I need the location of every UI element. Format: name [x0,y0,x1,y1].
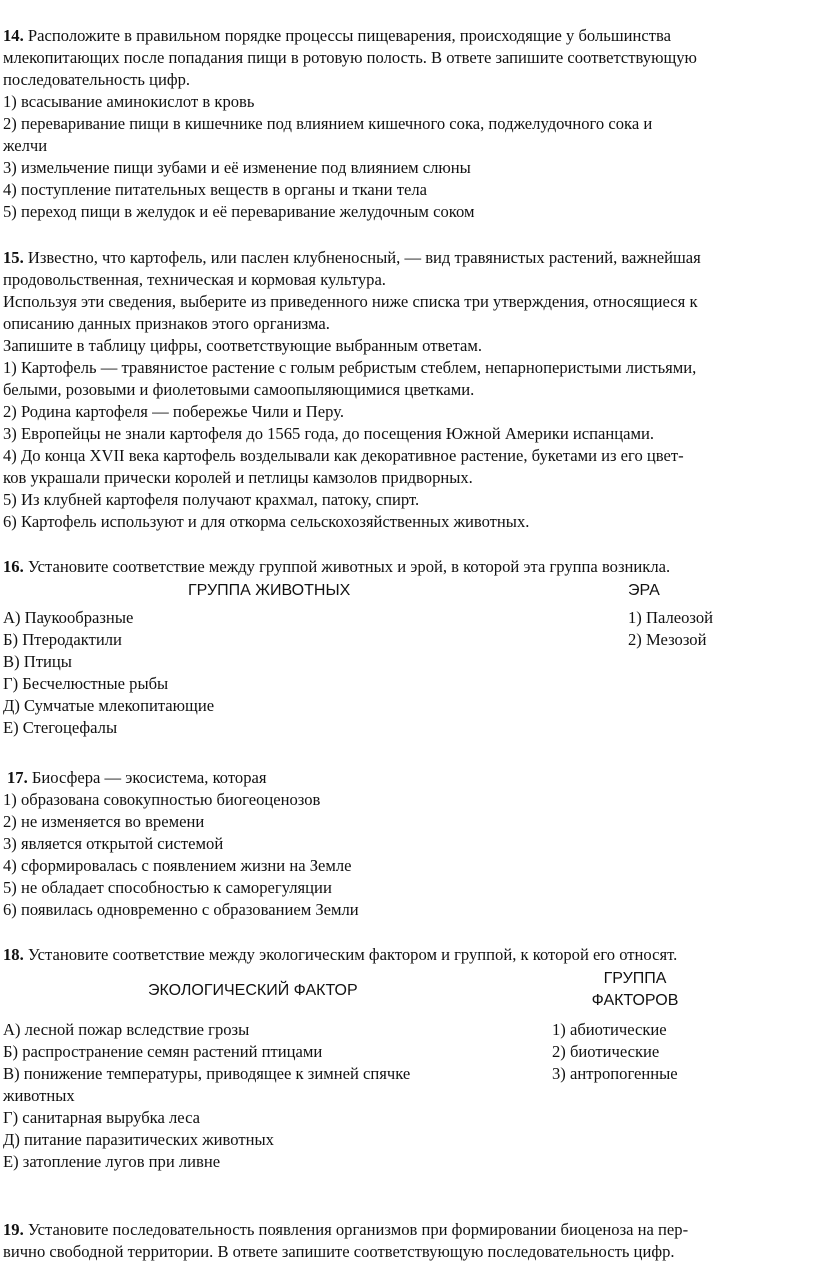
q15-number: 15. [3,248,24,267]
q17-option-2: 2) не изменяется во времени [3,812,205,831]
q18-right-item: 1) абиотические [552,1020,667,1039]
q14-option-2-cont: желчи [3,136,48,155]
q19-line-2: вично свободной территории. В ответе запишите соответствующую последовательность цифр. [3,1242,675,1261]
q15-option-2: 2) Родина картофеля — побережье Чили и Перу. [3,402,345,421]
q18-left-item: Г) санитарная вырубка леса [3,1108,201,1127]
q17-option-3: 3) является открытой системой [3,834,224,853]
q19-line-1: 19. Установите последовательность появления организмов при формировании биоценоза на пер- [3,1220,689,1239]
q15-line-2: продовольственная, техническая и кормовая культура. [3,270,386,289]
q17-question: 17. Биосфера — экосистема, которая [7,768,267,787]
q18-question: 18. Установите соответствие между экологическим фактором и группой, к которой его относят. [3,945,678,964]
q16-left-item: В) Птицы [3,652,72,671]
q16-right-item: 2) Мезозой [628,630,707,649]
q16-left-item: Е) Стегоцефалы [3,718,118,737]
q14-option-4: 4) поступление питательных веществ в органы и ткани тела [3,180,427,199]
q16-left-item: Б) Птеродактили [3,630,122,649]
q14-option-1: 1) всасывание аминокислот в кровь [3,92,255,111]
q18-right-item: 3) антропогенные [552,1064,678,1083]
q19-number: 19. [3,1220,24,1239]
q17-option-4: 4) сформировалась с появлением жизни на Земле [3,856,352,875]
q14-line-1: 14. Расположите в правильном порядке процессы пищеварения, происходящие у большинства [3,26,671,45]
q15-option-5: 5) Из клубней картофеля получают крахмал, патоку, спирт. [3,490,420,509]
q15-option-4: 4) До конца XVII века картофель возделывали как декоративное растение, букетами из его цвет- [3,446,684,465]
q14-line-2: млекопитающих после попадания пищи в ротовую полость. В ответе запишите соответствующую [3,48,697,67]
q16-question: 16. Установите соответствие между группой животных и эрой, в которой эта группа возникла. [3,557,671,576]
q18-left-item: Е) затопление лугов при ливне [3,1152,221,1171]
q16-right-item: 1) Палеозой [628,608,714,627]
q15-option-6: 6) Картофель используют и для откорма сельскохозяйственных животных. [3,512,530,531]
q15-line-1: 15. Известно, что картофель, или паслен клубненосный, — вид травянистых растений, важнейшая [3,248,701,267]
q15-option-1: 1) Картофель — травянистое растение с голым ребристым стеблем, непарноперистыми листьями, [3,358,697,377]
q14-option-3: 3) измельчение пищи зубами и её изменение под влиянием слюны [3,158,471,177]
q14-option-5: 5) переход пищи в желудок и её переваривание желудочным соком [3,202,475,221]
q18-left-item: Б) распространение семян растений птицами [3,1042,323,1061]
q17-option-1: 1) образована совокупностью биогеоценозов [3,790,321,809]
q17-option-6: 6) появилась одновременно с образованием Земли [3,900,359,919]
q18-right-header-line-2: ФАКТОРОВ [591,992,679,1009]
q17-option-5: 5) не обладает способностью к саморегуляции [3,878,332,897]
q15-option-1-cont: белыми, розовыми и фиолетовыми самоопыляющимися цветками. [3,380,475,399]
q18-left-item: В) понижение температуры, приводящее к зимней спячке [3,1064,411,1083]
q18-left-item-cont: животных [3,1086,75,1105]
q17-number: 17. [7,768,28,787]
q15-line-5: Запишите в таблицу цифры, соответствующие выбранным ответам. [3,336,483,355]
q16-left-item: Д) Сумчатые млекопитающие [3,696,215,715]
q14-line-3: последовательность цифр. [3,70,191,89]
q16-right-header: ЭРА [628,582,660,599]
q14-option-2: 2) переваривание пищи в кишечнике под влиянием кишечного сока, поджелудочного сока и [3,114,653,133]
q15-line-3: Используя эти сведения, выберите из приведенного ниже списка три утверждения, относящиеся к [3,292,698,311]
q14-number: 14. [3,26,24,45]
q15-option-3: 3) Европейцы не знали картофеля до 1565 года, до посещения Южной Америки испанцами. [3,424,655,443]
q16-left-item: Г) Бесчелюстные рыбы [3,674,169,693]
q16-number: 16. [3,557,24,576]
q18-right-header-line-1: ГРУППА [603,970,667,987]
q16-left-header: ГРУППА ЖИВОТНЫХ [188,582,351,599]
q15-line-4: описанию данных признаков этого организма. [3,314,330,333]
q15-option-4-cont: ков украшали прически королей и петлицы камзолов придворных. [3,468,473,487]
q18-number: 18. [3,945,24,964]
q18-left-item: А) лесной пожар вследствие грозы [3,1020,250,1039]
q18-right-item: 2) биотические [552,1042,660,1061]
q16-left-item: А) Паукообразные [3,608,134,627]
q18-left-item: Д) питание паразитических животных [3,1130,274,1149]
q18-left-header: ЭКОЛОГИЧЕСКИЙ ФАКТОР [148,982,358,999]
